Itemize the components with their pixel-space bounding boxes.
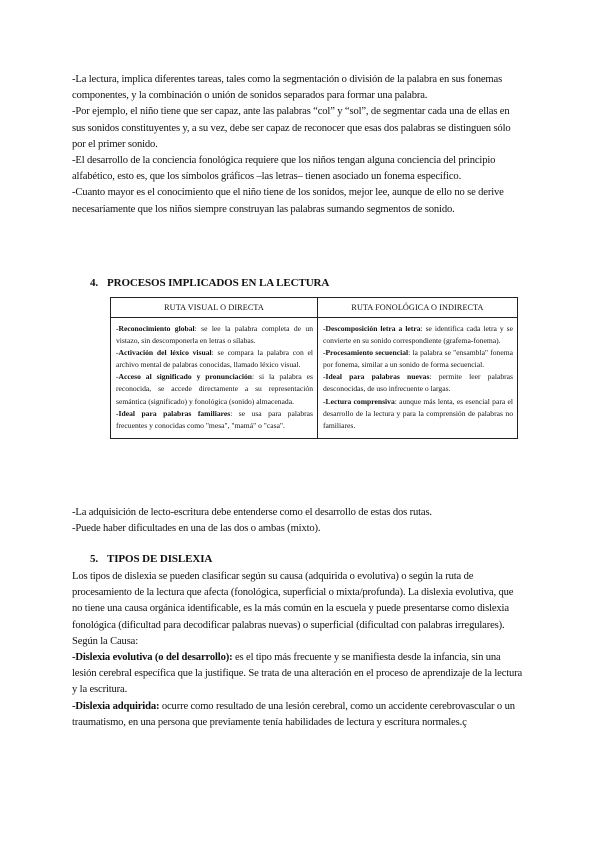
intro-paragraph-4: -Cuanto mayor es el conocimiento que el niño tiene de los sonidos, mejor lee, aunque de ello no se derive necesariamente que los niños siempre construyan las palabras sumando segmentos de sonido. — [72, 187, 504, 215]
header-visual-route: RUTA VISUAL O DIRECTA — [111, 298, 318, 318]
dislexia-evolutiva-term: -Dislexia evolutiva (o del desarrollo): — [72, 652, 233, 664]
after-table-line-2: -Puede haber dificultades en una de las dos o ambas (mixto). — [72, 523, 321, 535]
dislexia-evolutiva-text: es el tipo más frecuente y se manifiesta desde la infancia, sin una lesión cerebral específica que la justifique. Se trata de una alteración en el proceso de aprendizaje de la lectura y la escritura. — [72, 652, 523, 696]
list-item: -Ideal para palabras nuevas: permite leer palabras desconocidas, de uso infrecuente o largas. — [323, 372, 513, 394]
routes-table — [110, 297, 518, 439]
dislexia-adquirida-text: ocurre como resultado de una lesión cerebral, como un accidente cerebrovascular o un traumatismo, en una persona que previamente tenía habilidades de lectura y escritura normales.ç — [72, 700, 515, 728]
section-5-heading — [90, 553, 212, 565]
section-5-number: 5. — [90, 553, 99, 565]
intro-block — [72, 72, 524, 218]
section-4-title: PROCESOS IMPLICADOS EN LA LECTURA — [107, 277, 330, 289]
list-item: -Activación del léxico visual: se compara la palabra con el archivo mental de palabras conocidas, llamado léxico visual. — [116, 348, 313, 370]
section-4-heading — [90, 277, 329, 289]
dislexia-evolutiva — [72, 650, 524, 699]
dislexia-intro: Los tipos de dislexia se pueden clasificar según su causa (adquirida o evolutiva) o según la ruta de procesamiento de la lectura que afecta (fonológica, superficial o mixta/profunda). La dislexia evolutiva, que no tiene una causa orgánica identificable, es la más común en la escuela y puede presentarse como dislexia fonológica (dificultad para decodificar palabras nuevas) o superficial (dificultad con palabras irregulares). Según la Causa: — [72, 571, 514, 647]
intro-paragraph-1: -La lectura, implica diferentes tareas, tales como la segmentación o división de la palabra en sus fonemas componentes, y la combinación o unión de sonidos separados para formar una palabra. — [72, 74, 503, 102]
header-phonological-route: RUTA FONOLÓGICA O INDIRECTA — [318, 298, 518, 318]
phonological-route-cell — [318, 318, 518, 439]
after-table-block — [72, 505, 524, 537]
section-5-title: TIPOS DE DISLEXIA — [107, 553, 213, 565]
intro-paragraph-2: -Por ejemplo, el niño tiene que ser capaz, ante las palabras “col” y “sol”, de segmentar cada una de ellas en sus sonidos constituyentes y, a su vez, debe ser capaz de reconocer que esas dos palabras se distinguen sólo por el primer sonido. — [72, 106, 511, 150]
section-4-number: 4. — [90, 277, 99, 289]
dislexia-adquirida — [72, 699, 524, 731]
list-item: -Procesamiento secuencial: la palabra se "ensambla" fonema por fonema, similar a un sonido de forma secuencial. — [323, 348, 513, 370]
list-item: -Acceso al significado y pronunciación: si la palabra es reconocida, se accede directamente a su representación semántica (significado) y fonológica (sonido) almacenada. — [116, 372, 313, 406]
list-item: -Ideal para palabras familiares: se usa para palabras frecuentes y conocidas como "mesa", "mamá" o "casa". — [116, 408, 313, 430]
list-item: -Reconocimiento global: se lee la palabra completa de un vistazo, sin descomponerla en letras o sílabas. — [116, 324, 313, 346]
visual-route-cell — [111, 318, 318, 439]
after-table-line-1: -La adquisición de lecto-escritura debe entenderse como el desarrollo de estas dos rutas. — [72, 507, 432, 518]
dislexia-block — [72, 569, 524, 731]
intro-paragraph-3: -El desarrollo de la conciencia fonológica requiere que los niños tengan alguna conciencia del principio alfabético, esto es, que los símbolos gráficos –las letras– tienen asociado un fonema específico. — [72, 155, 496, 183]
dislexia-adquirida-term: -Dislexia adquirida: — [72, 700, 160, 712]
table-row — [111, 318, 518, 439]
list-item: -Lectura comprensiva: aunque más lenta, es esencial para el desarrollo de la lectura y para la comprensión de palabras no familiares. — [323, 396, 513, 430]
list-item: -Descomposición letra a letra: se identifica cada letra y se convierte en su sonido correspondiente (grafema-fonema). — [323, 324, 513, 346]
table-header-row — [111, 298, 518, 318]
